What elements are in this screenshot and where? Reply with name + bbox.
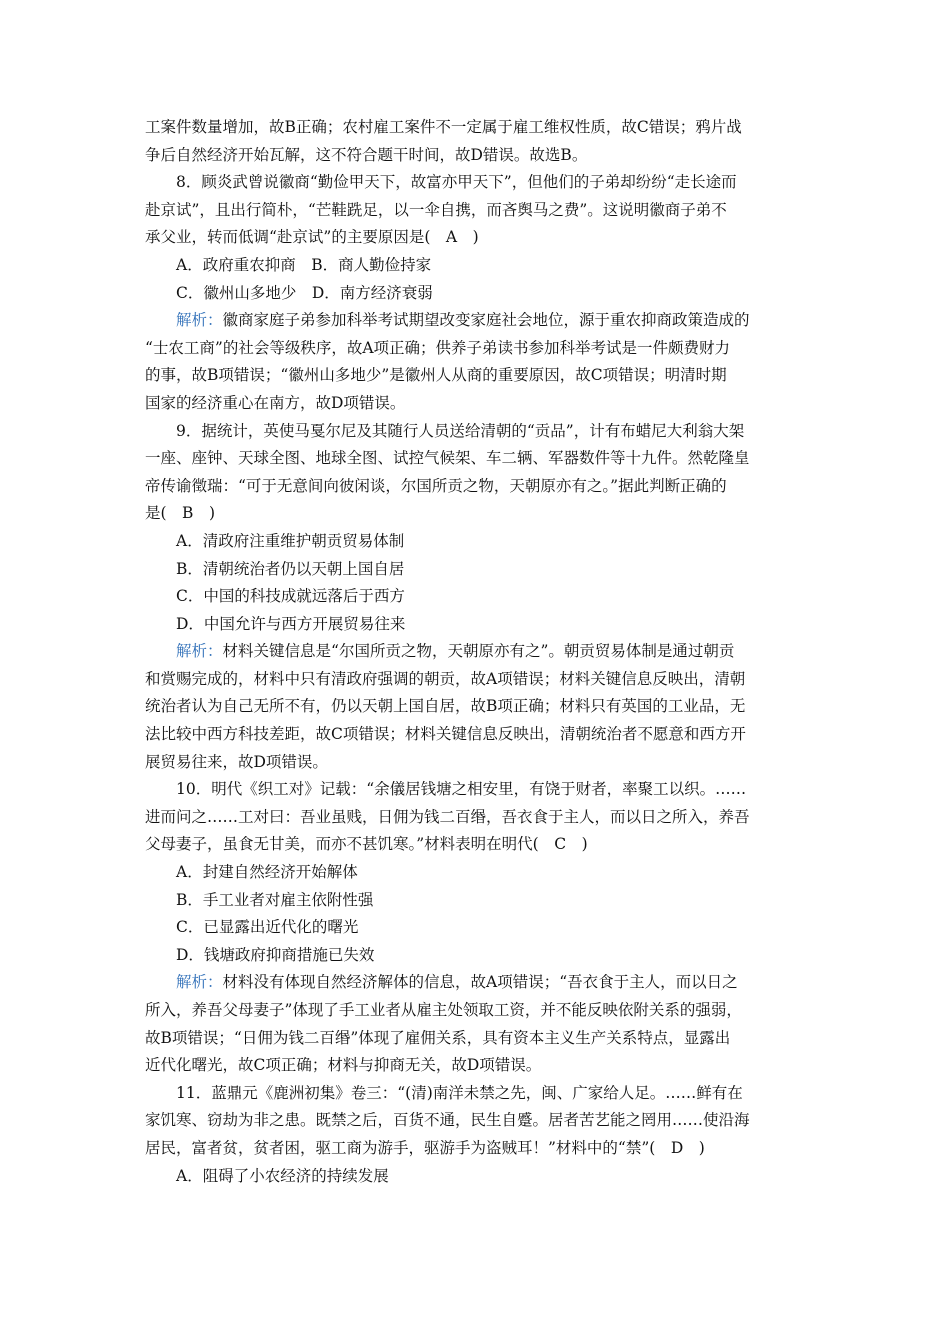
text-line: 争后自然经济开始瓦解，这不符合题干时间，故D错误。故选B。 — [145, 145, 588, 164]
question-stem: 父母妻子，虽食无甘美，而亦不甚饥寒。”材料表明在明代( C ) — [145, 835, 588, 854]
analysis-label: 解析： — [176, 311, 223, 330]
question-8 — [145, 169, 805, 417]
question-stem: 家饥寒、窃劫为非之患。既禁之后，百货不通，民生自蹙。居者苦艺能之罔用……使沿海 — [145, 1111, 750, 1130]
analysis-line: 国家的经济重心在南方，故D项错误。 — [145, 393, 406, 412]
option-line: A．阻碍了小农经济的持续发展 — [176, 1166, 389, 1185]
analysis-line: 解析：材料没有体现自然经济解体的信息，故A项错误；“吾衣食于主人，而以日之 — [176, 973, 738, 992]
analysis-label: 解析： — [176, 973, 223, 992]
option-line: C．中国的科技成就远落后于西方 — [176, 587, 405, 606]
question-11 — [145, 1080, 805, 1190]
analysis-line: 法比较中西方科技差距，故C项错误；材料关键信息反映出，清朝统治者不愿意和西方开 — [145, 725, 746, 744]
option-line: B．手工业者对雇主依附性强 — [176, 890, 374, 909]
question-stem: 一座、座钟、天球全图、地球全图、试控气候架、车二辆、军器数件等十九件。然乾隆皇 — [145, 449, 750, 468]
question-stem: 8．顾炎武曾说徽商“勤俭甲天下，故富亦甲天下”，但他们的子弟却纷纷“走长途而 — [176, 173, 737, 192]
analysis-line: 和赏赐完成的，材料中只有清政府强调的朝贡，故A项错误；材料关键信息反映出，清朝 — [145, 669, 746, 688]
analysis-line: 故B项错误；“日佣为钱二百缗”体现了雇佣关系，具有资本主义生产关系特点，显露出 — [145, 1028, 731, 1047]
question-stem: 11．蓝鼎元《鹿洲初集》卷三：“(清)南洋未禁之先，闽、广家给人足。……鲜有在 — [176, 1083, 743, 1102]
option-line: A．政府重农抑商 B．商人勤俭持家 — [176, 255, 432, 274]
analysis-line: 所入，养吾父母妻子”体现了手工业者从雇主处领取工资，并不能反映依附关系的强弱， — [145, 1001, 742, 1019]
text-line: 工案件数量增加，故B正确；农村雇工案件不一定属于雇工维权性质，故C错误；鸦片战 — [145, 118, 742, 136]
question-10 — [145, 776, 805, 1080]
question-stem: 赴京试”，且出行简朴，“芒鞋跣足，以一伞自携，而吝舆马之费”。这说明徽商子弟不 — [145, 200, 727, 219]
option-line: D．钱塘政府抑商措施已失效 — [176, 945, 375, 964]
option-line: C．徽州山多地少 D．南方经济衰弱 — [176, 283, 433, 302]
analysis-line: 解析：徽商家庭子弟参加科举考试期望改变家庭社会地位，源于重农抑商政策造成的 — [176, 311, 750, 330]
analysis-line: 统治者认为自己无所不有，仍以天朝上国自居，故B项正确；材料只有英国的工业品，无 — [145, 697, 746, 716]
question-stem: 10．明代《织工对》记载：“余儀居钱塘之相安里，有饶于财者，率聚工以织。…… — [176, 780, 747, 799]
question-stem: 承父业，转而低调“赴京试”的主要原因是( A ) — [145, 228, 479, 247]
question-stem: 居民，富者贫，贫者困，驱工商为游手，驱游手为盗贼耳！”材料中的“禁”( D ) — [145, 1138, 705, 1157]
option-line: A．封建自然经济开始解体 — [176, 863, 358, 882]
analysis-line: 的事，故B项错误；“徽州山多地少”是徽州人从商的重要原因，故C项错误；明清时期 — [145, 366, 727, 385]
question-stem: 进而问之……工对曰：吾业虽贱，日佣为钱二百缗，吾衣食于主人，而以日之所入，养吾 — [145, 807, 750, 826]
analysis-label: 解析： — [176, 642, 223, 661]
analysis-line: 展贸易往来，故D项错误。 — [145, 752, 328, 771]
question-stem: 帝传谕徵瑞：“可于无意间向彼闲谈，尔国所贡之物，天朝原亦有之。”据此判断正确的 — [145, 476, 727, 495]
analysis-line: 解析：材料关键信息是“尔国所贡之物，天朝原亦有之”。朝贡贸易体制是通过朝贡 — [176, 642, 735, 661]
question-stem: 是( B ) — [145, 504, 215, 523]
option-line: A．清政府注重维护朝贡贸易体制 — [176, 531, 405, 550]
option-line: C．已显露出近代化的曙光 — [176, 918, 359, 937]
option-line: D．中国允许与西方开展贸易往来 — [176, 614, 406, 633]
analysis-line: “士农工商”的社会等级秩序，故A项正确；供养子弟读书参加科举考试是一件颇费财力 — [145, 338, 731, 357]
question-9 — [145, 418, 805, 777]
analysis-line: 近代化曙光，故C项正确；材料与抑商无关，故D项错误。 — [145, 1056, 542, 1075]
document-page — [145, 114, 805, 1190]
question-stem: 9．据统计，英使马戛尔尼及其随行人员送给清朝的“贡品”，计有布蜡尼大利翁大架 — [176, 421, 745, 440]
option-line: B．清朝统治者仍以天朝上国自居 — [176, 559, 405, 578]
